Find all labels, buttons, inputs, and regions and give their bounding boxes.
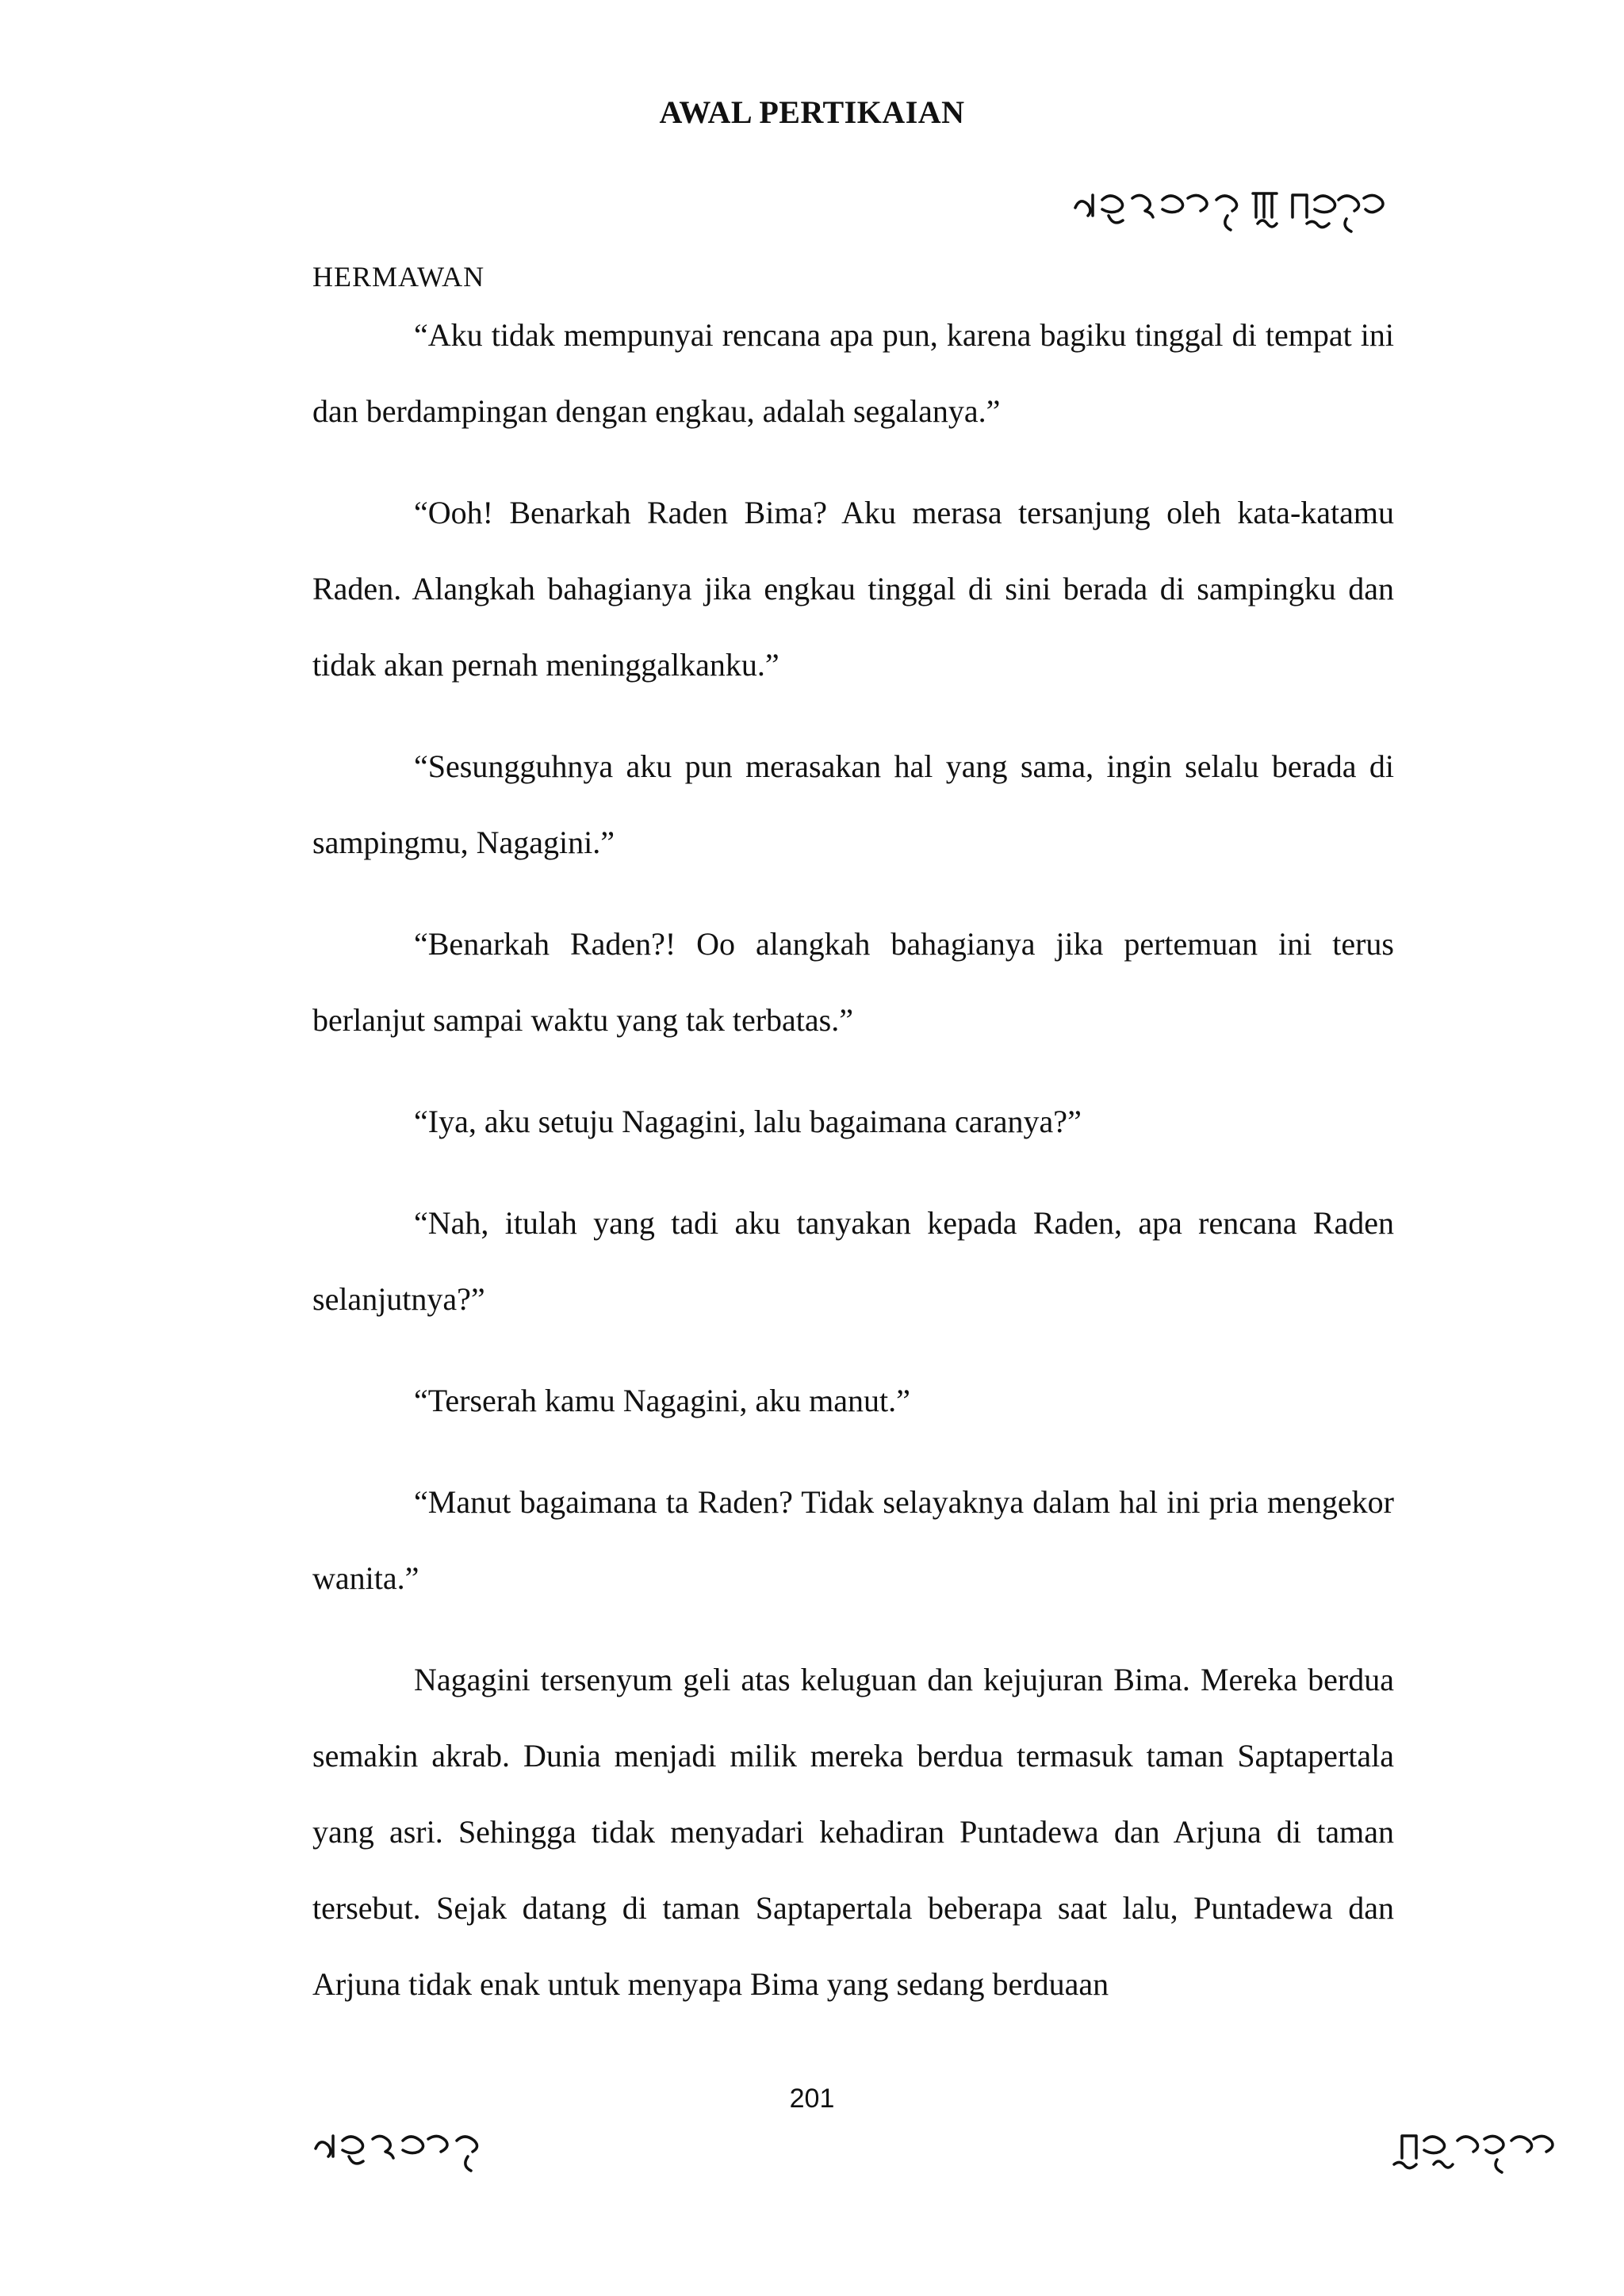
story-paragraph: “Iya, aku setuju Nagagini, lalu bagaimana caranya?” [414,1104,1082,1139]
page-number: 201 [789,2084,835,2114]
story-paragraph: “Ooh! Benarkah Raden Bima? Aku merasa tersanjung oleh kata-katamu Raden. Alangkah bahagianya jika engkau tinggal di sini berada di sampingku dan tidak akan pernah meninggalkanku.” [312,495,1394,683]
story-paragraph: “Aku tidak mempunyai rencana apa pun, karena bagiku tinggal di tempat ini dan berdampingan dengan engkau, adalah segalanya.” [312,317,1394,429]
story-paragraph: “Nah, itulah yang tadi aku tanyakan kepada Raden, apa rencana Raden selanjutnya?” [312,1205,1394,1317]
story-paragraph: “Sesungguhnya aku pun merasakan hal yang sama, ingin selalu berada di sampingmu, Nagagini.” [312,748,1394,860]
story-paragraph: “Manut bagaimana ta Raden? Tidak selayaknya dalam hal ini pria mengekor wanita.” [312,1484,1394,1596]
story-paragraph: “Terserah kamu Nagagini, aku manut.” [414,1383,910,1418]
javanese-script-header-logo [1069,184,1402,239]
javanese-script-footer-right-logo [1386,2125,1561,2180]
javanese-script-footer-left-logo [309,2125,500,2180]
author-name: HERMAWAN [312,261,485,293]
chapter-title: AWAL PERTIKAIAN [659,94,965,130]
story-body [312,297,1394,2048]
story-paragraph: Nagagini tersenyum geli atas keluguan dan kejujuran Bima. Mereka berdua semakin akrab. Dunia menjadi milik mereka berdua termasuk taman Saptapertala yang asri. Sehingga tidak menyadari kehadiran Puntadewa dan Arjuna di taman tersebut. Sejak datang di taman Saptapertala beberapa saat lalu, Puntadewa dan Arjuna tidak enak untuk menyapa Bima yang sedang berduaan [312,1662,1394,2002]
story-paragraph: “Benarkah Raden?! Oo alangkah bahagianya jika pertemuan ini terus berlanjut sampai waktu yang tak terbatas.” [312,926,1394,1038]
